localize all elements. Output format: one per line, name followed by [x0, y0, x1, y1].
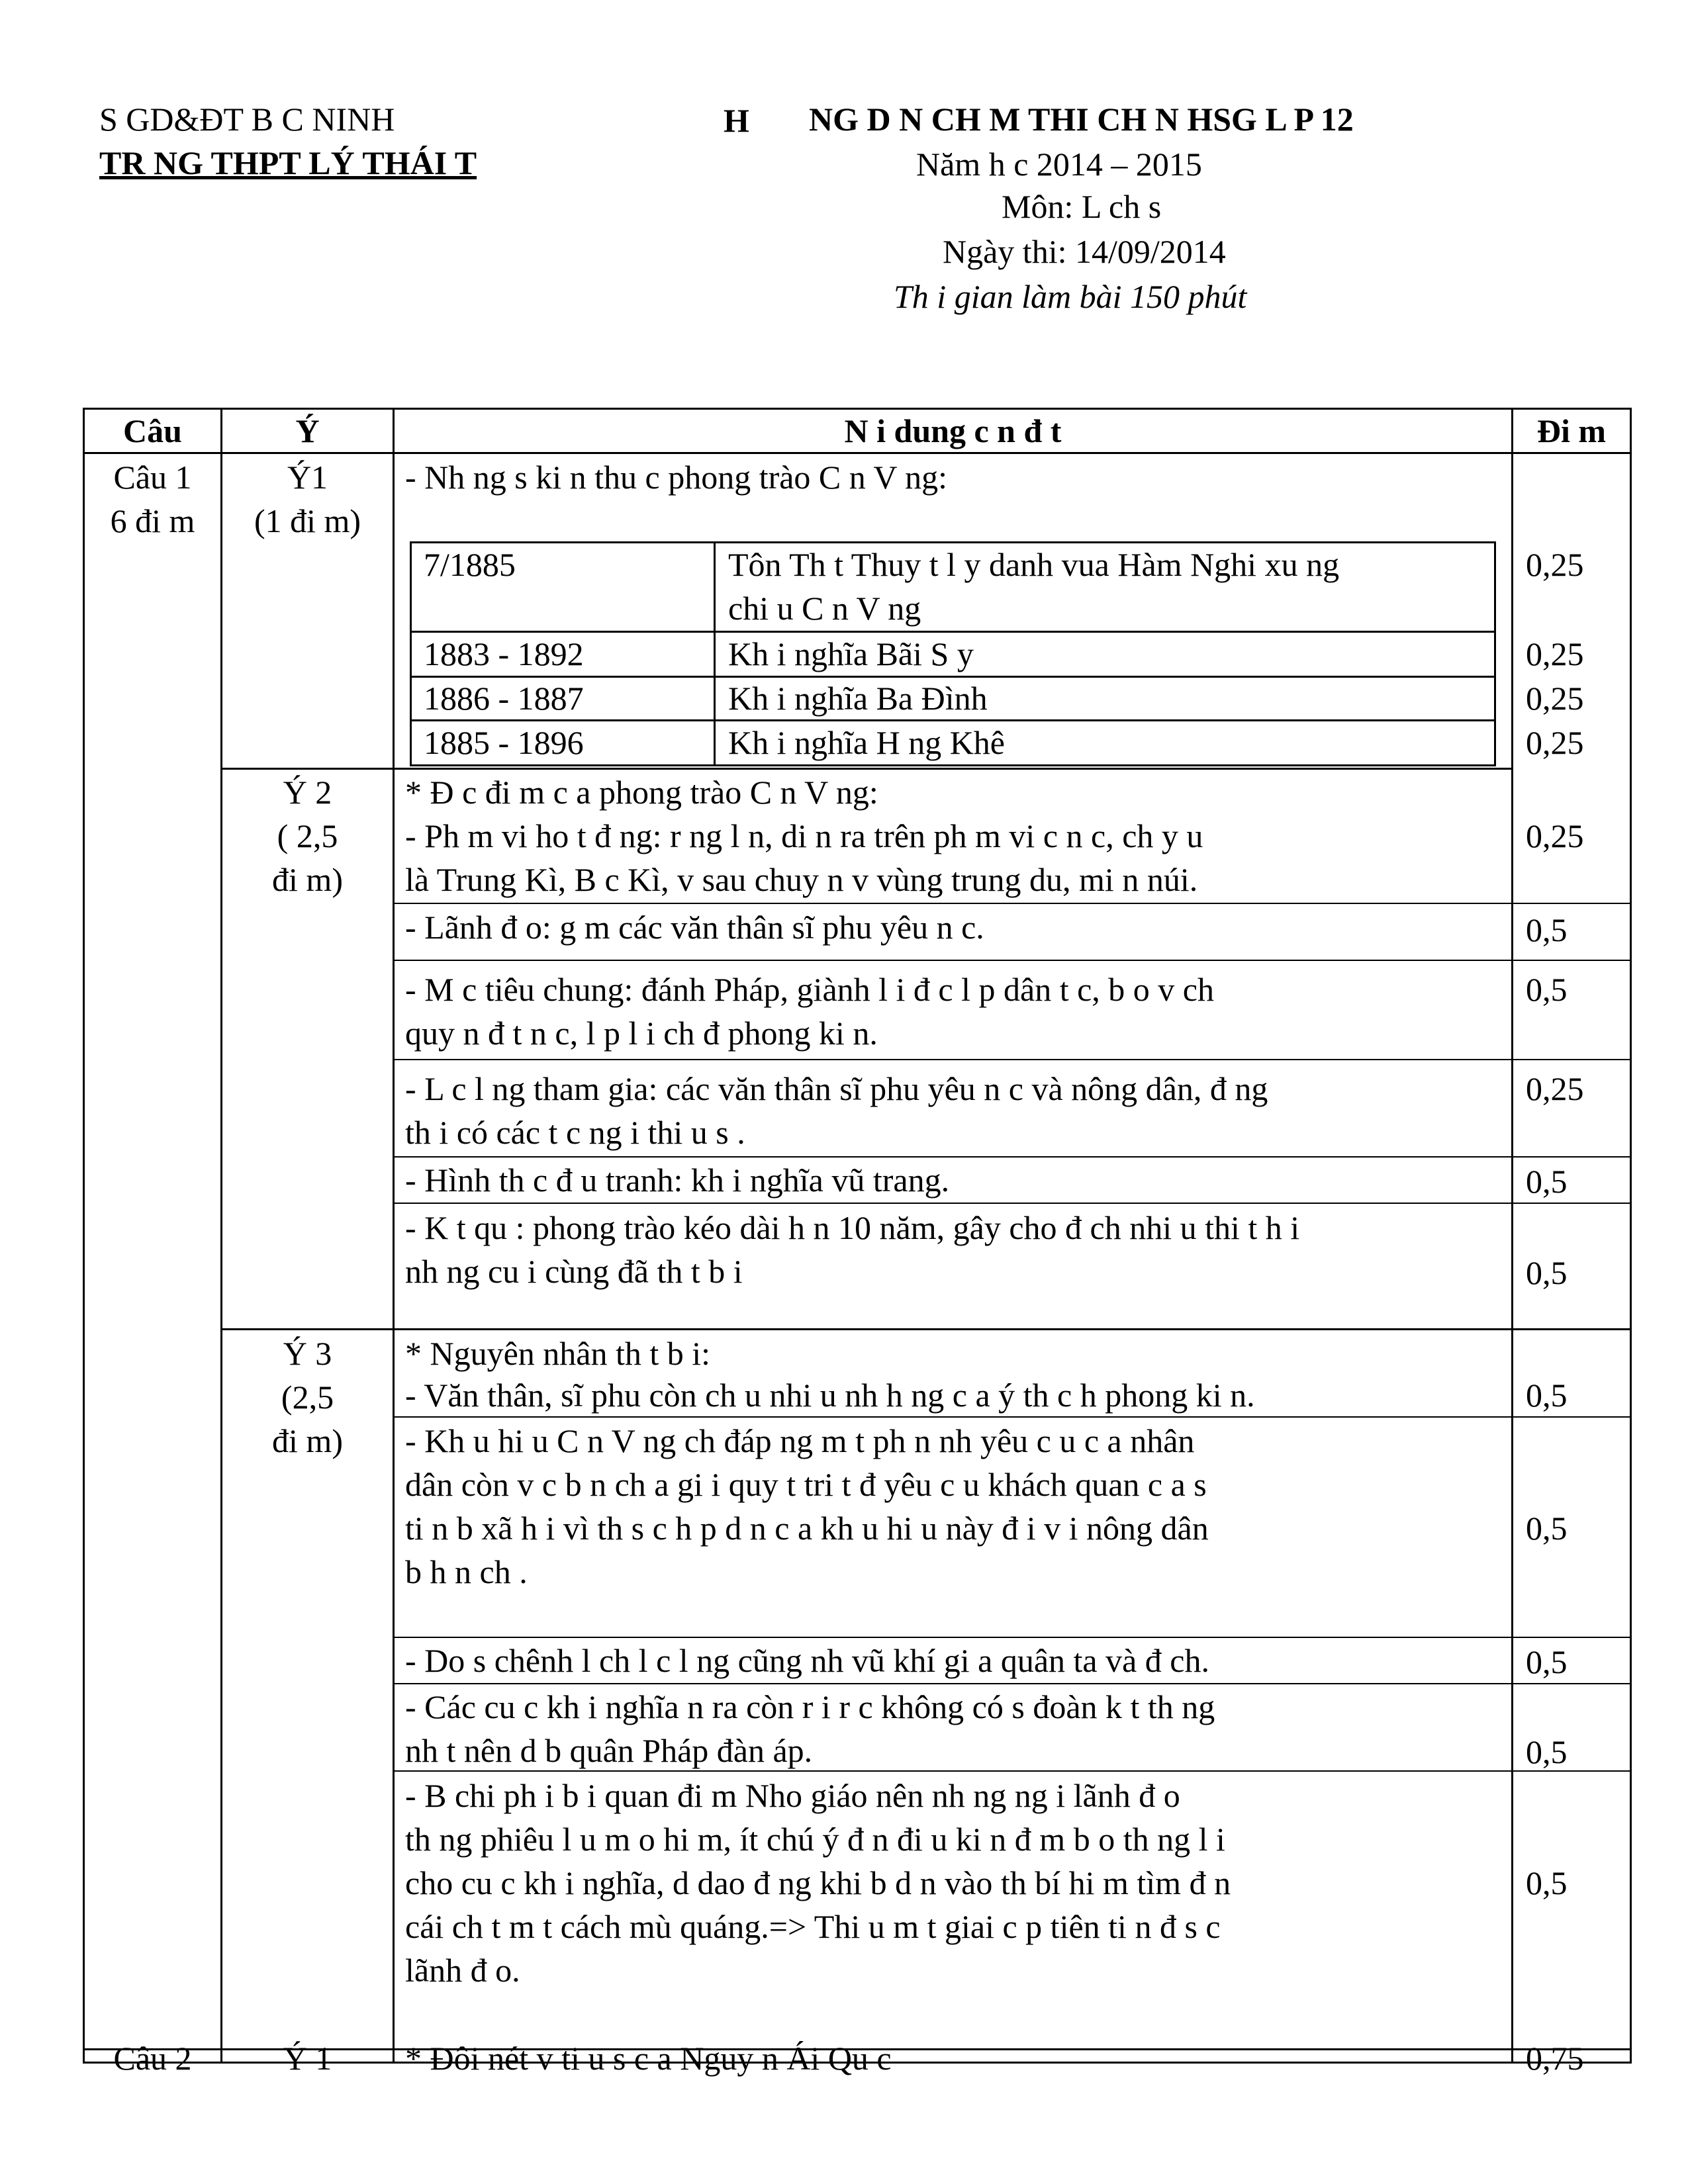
score: 0,5	[1526, 1864, 1568, 1901]
y2-points: đi m)	[272, 861, 343, 898]
y2-line: - Lãnh đ o: g m các văn thân sĩ phu yêu n c.	[405, 909, 984, 946]
y3-line: cho cu c kh i nghĩa, d dao đ ng khi b d n vào th bí hi m tìm đ n	[405, 1864, 1231, 1901]
y2-line: - L c l ng tham gia: các văn thân sĩ phu yêu n c và nông dân, đ ng	[405, 1070, 1268, 1107]
doc-title: NG D N CH M THI CH N HSG L P 12	[809, 101, 1354, 138]
y2-line: nh ng cu i cùng đã th t b i	[405, 1253, 743, 1290]
y2-line: quy n đ t n c, l p l i ch đ phong ki n.	[405, 1015, 878, 1052]
event-date: 7/1885	[424, 546, 516, 583]
event-desc: chi u C n V ng	[728, 590, 921, 627]
score: 0,5	[1526, 1163, 1568, 1200]
y2-line: - Hình th c đ u tranh: kh i nghĩa vũ trang.	[405, 1161, 950, 1199]
event-score: 0,25	[1526, 635, 1584, 672]
score: 0,25	[1526, 1070, 1584, 1107]
score: 0,25	[1526, 817, 1584, 854]
col-header-cau: Câu	[123, 412, 182, 449]
y1-points: (1 đi m)	[254, 502, 361, 539]
y1-intro: - Nh ng s ki n thu c phong trào C n V ng:	[405, 459, 947, 496]
y3-points: (2,5	[281, 1379, 334, 1416]
score: 0,5	[1526, 1643, 1568, 1680]
event-date: 1883 - 1892	[424, 635, 584, 672]
score: 0,5	[1526, 1254, 1568, 1291]
exam-duration: Th i gian làm bài 150 phút	[894, 278, 1247, 315]
event-desc: Tôn Th t Thuy t l y danh vua Hàm Nghi xu ng	[728, 546, 1340, 583]
y2-line: là Trung Kì, B c Kì, v sau chuy n v vùng trung du, mi n núi.	[405, 861, 1198, 898]
school-name: TR NG THPT LÝ THÁI T	[99, 144, 477, 181]
y3-line: - B chi ph i b i quan đi m Nho giáo nên nh ng ng i lãnh đ o	[405, 1777, 1180, 1814]
col-header-y: Ý	[295, 412, 320, 449]
y3-line: th ng phiêu l u m o hi m, ít chú ý đ n đi u ki n đ m b o th ng l i	[405, 1821, 1225, 1858]
cau1-points: 6 đi m	[110, 502, 195, 539]
event-desc: Kh i nghĩa Ba Đình	[728, 680, 988, 717]
score: 0,5	[1526, 1733, 1568, 1770]
event-desc: Kh i nghĩa H ng Khê	[728, 724, 1005, 761]
y3-line: b h n ch .	[405, 1553, 528, 1590]
score: 0,5	[1526, 1510, 1568, 1547]
y2-line: * Đ c đi m c a phong trào C n V ng:	[405, 774, 878, 811]
event-score: 0,25	[1526, 724, 1584, 761]
y3-line: - Văn thân, sĩ phu còn ch u nhi u nh h ng c a ý th c h phong ki n.	[405, 1377, 1255, 1414]
y2-label: Ý 2	[283, 774, 332, 811]
score: 0,5	[1526, 1377, 1568, 1414]
y3-line: nh t nên d b quân Pháp đàn áp.	[405, 1732, 813, 1769]
cau1-label: Câu 1	[113, 459, 192, 496]
event-score: 0,25	[1526, 546, 1584, 583]
event-date: 1886 - 1887	[424, 680, 584, 717]
y3-line: - Do s chênh l ch l c l ng cũng nh vũ khí gi a quân ta và đ ch.	[405, 1642, 1209, 1679]
y3-line: - Kh u hi u C n V ng ch đáp ng m t ph n nh yêu c u c a nhân	[405, 1422, 1195, 1459]
subject: Môn: L ch s	[1002, 188, 1162, 225]
y3-line: dân còn v c b n ch a gi i quy t tri t đ yêu c u khách quan c a s	[405, 1466, 1207, 1503]
dept-name: S GD&ĐT B C NINH	[99, 101, 395, 138]
y3-points: đi m)	[272, 1422, 343, 1459]
event-score: 0,25	[1526, 680, 1584, 717]
y3-line: cái ch t m t cách mù quáng.=> Thi u m t giai c p tiên ti n đ s c	[405, 1908, 1221, 1945]
y2-line: - Ph m vi ho t đ ng: r ng l n, di n ra trên ph m vi c n c, ch y u	[405, 817, 1203, 854]
doc-title-h: H	[724, 102, 749, 139]
score: 0,5	[1526, 971, 1568, 1008]
y3-label: Ý 3	[283, 1335, 332, 1372]
exam-date: Ngày thi: 14/09/2014	[943, 233, 1226, 270]
y3-line: ti n b xã h i vì th s c h p d n c a kh u hi u này đ i v i nông dân	[405, 1510, 1209, 1547]
y3-line: lãnh đ o.	[405, 1952, 520, 1989]
school-year: Năm h c 2014 – 2015	[916, 146, 1202, 183]
event-date: 1885 - 1896	[424, 724, 584, 761]
score: 0,5	[1526, 911, 1568, 948]
y2-line: - M c tiêu chung: đánh Pháp, giành l i đ c l p dân t c, b o v ch	[405, 971, 1214, 1008]
y3-intro: * Nguyên nhân th t b i:	[405, 1335, 711, 1372]
col-header-score: Đi m	[1536, 412, 1607, 449]
y1-label: Ý1	[287, 459, 328, 496]
score: 0,75	[1526, 2040, 1584, 2077]
col-header-content: N i dung c n đ t	[844, 412, 1062, 449]
y2-points: ( 2,5	[277, 817, 338, 854]
cau2-y1-label: Ý 1	[283, 2040, 332, 2077]
y2-line: th i có các t c ng i thi u s .	[405, 1114, 745, 1151]
y2-line: - K t qu : phong trào kéo dài h n 10 năm, gây cho đ ch nhi u thi t h i	[405, 1209, 1300, 1246]
cau2-label: Câu 2	[113, 2040, 192, 2077]
y3-line: - Các cu c kh i nghĩa n ra còn r i r c không có s đoàn k t th ng	[405, 1688, 1215, 1725]
event-desc: Kh i nghĩa Bãi S y	[728, 635, 974, 672]
cau2-content: * Đôi nét v ti u s c a Nguy n Ái Qu c	[405, 2040, 892, 2077]
